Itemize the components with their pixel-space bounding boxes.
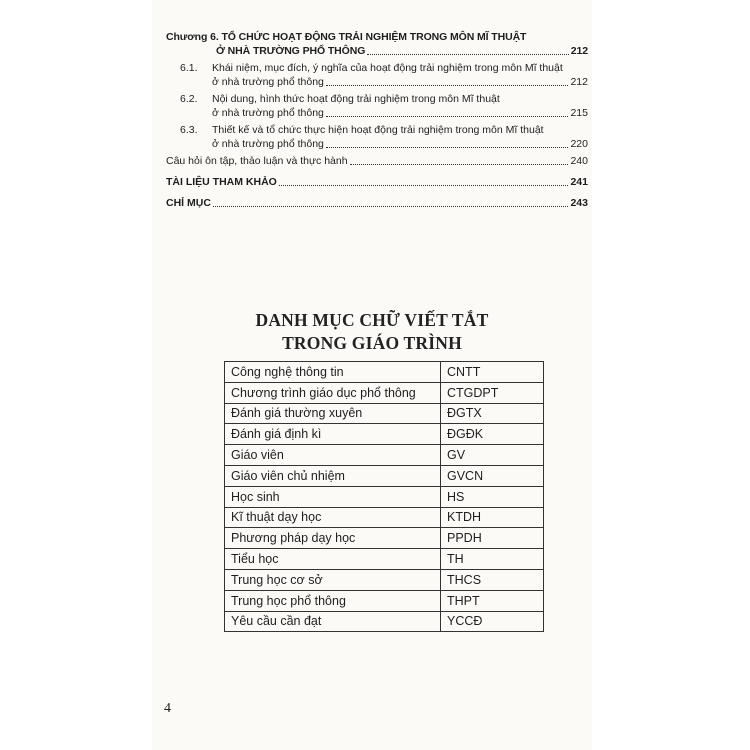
table-row xyxy=(225,382,544,403)
toc-review-row xyxy=(166,154,588,168)
table-row xyxy=(225,362,544,383)
table-row xyxy=(225,549,544,570)
table-row xyxy=(225,486,544,507)
abbr-short-cell: GVCN xyxy=(441,465,544,486)
toc-section-number: 6.2. xyxy=(180,93,198,105)
table-row xyxy=(225,507,544,528)
toc-section-6-3 xyxy=(166,123,588,151)
table-row xyxy=(225,590,544,611)
toc-section-title-line2: ở nhà trường phổ thông xyxy=(212,76,324,88)
abbr-full-cell: Phương pháp dạy học xyxy=(225,528,441,549)
abbr-full-cell: Đánh giá thường xuyên xyxy=(225,403,441,424)
toc-section-number: 6.1. xyxy=(180,62,198,74)
abbr-full-cell: Trung học cơ sở xyxy=(225,569,441,590)
toc-references-label: TÀI LIỆU THAM KHẢO xyxy=(166,176,277,188)
toc-section-title-line2: ở nhà trường phổ thông xyxy=(212,138,324,150)
page-number: 4 xyxy=(164,701,171,716)
toc-index-page: 243 xyxy=(570,197,588,209)
toc-leader-dots xyxy=(279,185,569,186)
table-row xyxy=(225,569,544,590)
toc-review-label: Câu hỏi ôn tập, thảo luận và thực hành xyxy=(166,155,348,167)
abbr-short-cell: KTDH xyxy=(441,507,544,528)
abbr-full-cell: Giáo viên chủ nhiệm xyxy=(225,465,441,486)
toc-references-page: 241 xyxy=(570,176,588,188)
toc-index-row xyxy=(166,196,588,210)
toc-leader-dots xyxy=(213,206,569,207)
toc-review-page: 240 xyxy=(570,155,588,167)
abbr-full-cell: Học sinh xyxy=(225,486,441,507)
toc-section-6-2 xyxy=(166,92,588,120)
toc-leader-dots xyxy=(367,54,569,55)
toc-chapter-6 xyxy=(166,30,588,58)
abbr-short-cell: PPDH xyxy=(441,528,544,549)
toc-section-title-line1: Thiết kế và tổ chức thực hiện hoạt động trải nghiệm trong môn Mĩ thuật xyxy=(212,124,544,136)
toc-references-row xyxy=(166,175,588,189)
toc-leader-dots xyxy=(350,164,569,165)
abbr-short-cell: YCCĐ xyxy=(441,611,544,632)
abbreviations-heading-line2: TRONG GIÁO TRÌNH xyxy=(282,333,462,353)
toc-section-6-1 xyxy=(166,61,588,89)
abbr-short-cell: CTGDPT xyxy=(441,382,544,403)
table-of-contents xyxy=(166,30,588,210)
toc-chapter-6-title-line1: Chương 6. TỔ CHỨC HOẠT ĐỘNG TRẢI NGHIỆM TRONG MÔN MĨ THUẬT xyxy=(166,31,527,43)
abbr-short-cell: HS xyxy=(441,486,544,507)
toc-chapter-6-page: 212 xyxy=(570,45,588,57)
abbr-short-cell: ĐGTX xyxy=(441,403,544,424)
toc-section-title-line1: Khái niệm, mục đích, ý nghĩa của hoạt động trải nghiệm trong môn Mĩ thuật xyxy=(212,62,563,74)
table-row xyxy=(225,465,544,486)
abbr-full-cell: Công nghệ thông tin xyxy=(225,362,441,383)
abbr-full-cell: Kĩ thuật dạy học xyxy=(225,507,441,528)
abbr-full-cell: Yêu cầu cần đạt xyxy=(225,611,441,632)
table-row xyxy=(225,528,544,549)
abbr-short-cell: THPT xyxy=(441,590,544,611)
toc-leader-dots xyxy=(326,85,569,86)
abbr-full-cell: Giáo viên xyxy=(225,445,441,466)
toc-section-page: 220 xyxy=(570,138,588,150)
toc-index-label: CHỈ MỤC xyxy=(166,197,211,209)
abbreviations-table xyxy=(224,361,544,632)
toc-leader-dots xyxy=(326,147,569,148)
abbr-short-cell: CNTT xyxy=(441,362,544,383)
abbr-full-cell: Chương trình giáo dục phổ thông xyxy=(225,382,441,403)
toc-leader-dots xyxy=(326,116,569,117)
toc-section-title-line1: Nội dung, hình thức hoạt động trải nghiệm trong môn Mĩ thuật xyxy=(212,93,500,105)
table-row xyxy=(225,424,544,445)
abbr-short-cell: GV xyxy=(441,445,544,466)
table-row xyxy=(225,403,544,424)
table-row xyxy=(225,445,544,466)
abbr-full-cell: Trung học phổ thông xyxy=(225,590,441,611)
abbr-full-cell: Tiểu học xyxy=(225,549,441,570)
toc-chapter-6-title-line2: Ở NHÀ TRƯỜNG PHỔ THÔNG xyxy=(216,45,366,57)
abbreviations-heading-line1: DANH MỤC CHỮ VIẾT TẮT xyxy=(255,310,489,330)
toc-section-page: 212 xyxy=(570,76,588,88)
toc-section-page: 215 xyxy=(570,107,588,119)
table-row xyxy=(225,611,544,632)
toc-section-title-line2: ở nhà trường phổ thông xyxy=(212,107,324,119)
abbr-short-cell: TH xyxy=(441,549,544,570)
toc-chapter-6-title-line2-row xyxy=(216,44,588,58)
abbr-short-cell: THCS xyxy=(441,569,544,590)
abbr-full-cell: Đánh giá định kì xyxy=(225,424,441,445)
toc-section-number: 6.3. xyxy=(180,124,198,136)
abbr-short-cell: ĐGĐK xyxy=(441,424,544,445)
